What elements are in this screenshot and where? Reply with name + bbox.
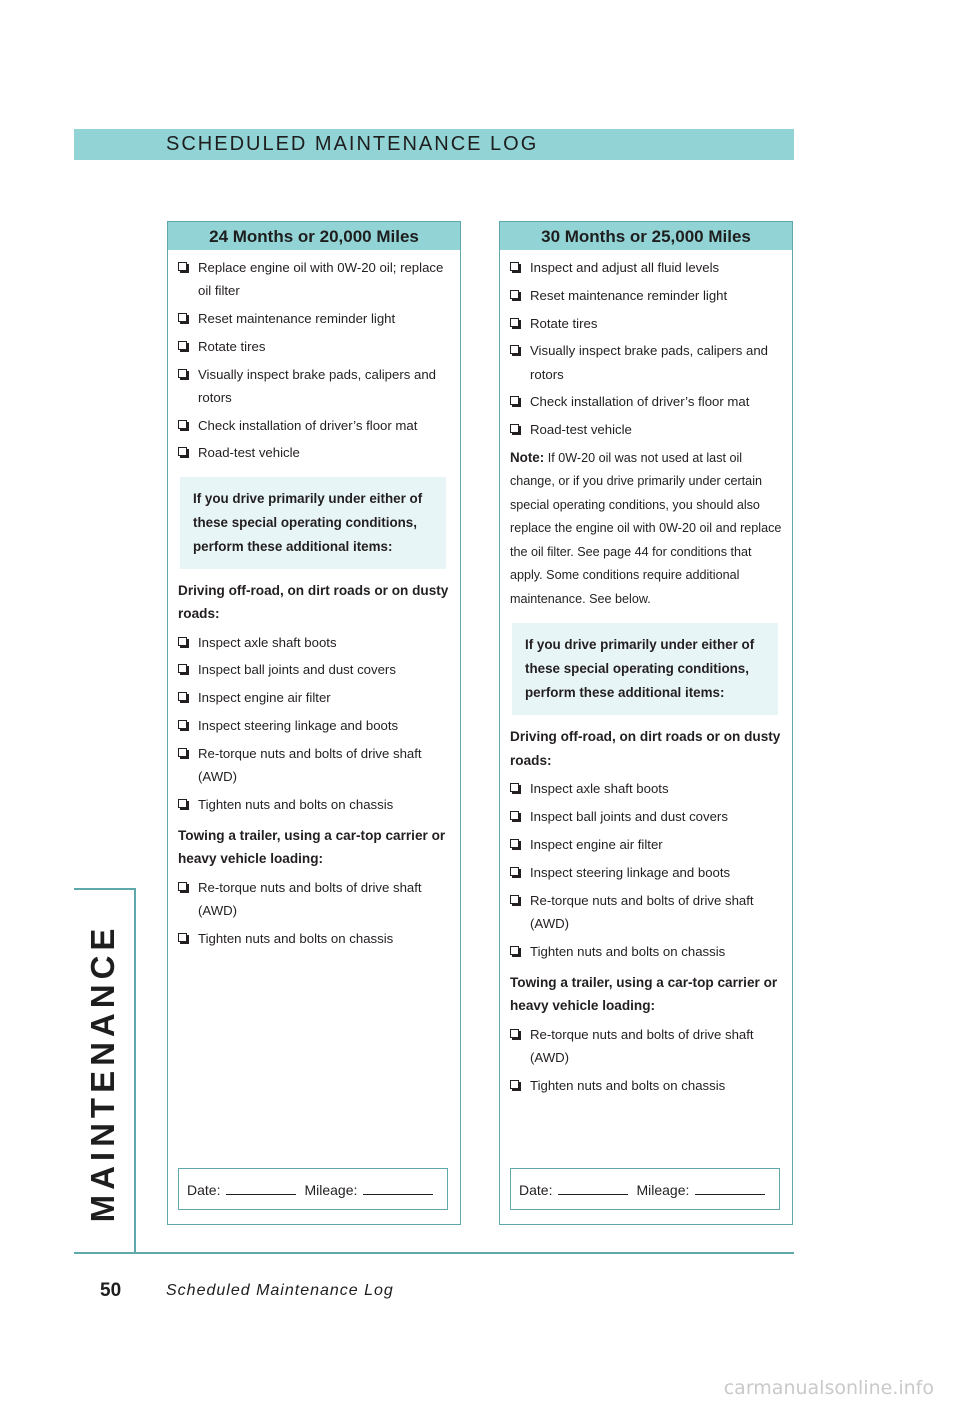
checklist-item: Re-torque nuts and bolts of drive shaft (AWD) — [178, 876, 460, 922]
checkbox-icon[interactable] — [178, 447, 187, 456]
checklist-item: Inspect engine air filter — [178, 686, 460, 709]
checklist-item: Inspect axle shaft boots — [178, 631, 460, 654]
checklist-item: Re-torque nuts and bolts of drive shaft (AWD) — [510, 1023, 792, 1069]
checklist-item: Road-test vehicle — [510, 418, 792, 441]
section-header-bar — [74, 129, 794, 160]
checklist — [178, 256, 460, 465]
checklist-item: Inspect engine air filter — [510, 833, 792, 856]
towing-checklist — [510, 1023, 792, 1097]
checkbox-icon[interactable] — [510, 1080, 519, 1089]
maintenance-panel-30-months — [499, 221, 793, 1225]
offroad-checklist — [178, 631, 460, 816]
checklist-item: Inspect steering linkage and boots — [178, 714, 460, 737]
checklist-item: Inspect ball joints and dust covers — [510, 805, 792, 828]
checkbox-icon[interactable] — [510, 867, 519, 876]
checkbox-icon[interactable] — [178, 692, 187, 701]
offroad-heading: Driving off-road, on dirt roads or on dusty roads: — [510, 729, 781, 768]
date-blank[interactable] — [558, 1180, 628, 1195]
mileage-blank[interactable] — [363, 1180, 433, 1195]
checkbox-icon[interactable] — [510, 895, 519, 904]
checklist-item: Tighten nuts and bolts on chassis — [510, 1074, 792, 1097]
mileage-label: Mileage: — [636, 1182, 690, 1198]
date-label: Date: — [519, 1182, 553, 1198]
checkbox-icon[interactable] — [178, 748, 187, 757]
checklist-item: Road-test vehicle — [178, 441, 460, 464]
special-conditions-callout: If you drive primarily under either of these special operating conditions, perform these additional items: — [512, 623, 778, 715]
side-tab-rule — [134, 888, 136, 1254]
special-conditions-callout: If you drive primarily under either of these special operating conditions, perform these additional items: — [180, 477, 446, 569]
towing-checklist — [178, 876, 460, 950]
checklist — [510, 256, 792, 441]
checklist-item: Re-torque nuts and bolts of drive shaft (AWD) — [510, 889, 792, 935]
checklist-item: Tighten nuts and bolts on chassis — [178, 927, 460, 950]
date-blank[interactable] — [226, 1180, 296, 1195]
date-mileage-box[interactable] — [178, 1168, 448, 1210]
towing-heading: Towing a trailer, using a car-top carrier or heavy vehicle loading: — [510, 974, 778, 1014]
panel-heading: 24 Months or 20,000 Miles — [168, 222, 460, 250]
checkbox-icon[interactable] — [178, 799, 187, 808]
checkbox-icon[interactable] — [510, 839, 519, 848]
checkbox-icon[interactable] — [510, 811, 519, 820]
offroad-checklist — [510, 777, 792, 962]
checklist-item: Inspect axle shaft boots — [510, 777, 792, 800]
footer-rule — [74, 1252, 794, 1254]
page-number: 50 — [100, 1280, 122, 1301]
note-label: Note: — [510, 449, 545, 465]
checkbox-icon[interactable] — [178, 313, 187, 322]
checkbox-icon[interactable] — [510, 262, 519, 271]
checkbox-icon[interactable] — [178, 882, 187, 891]
mileage-blank[interactable] — [695, 1180, 765, 1195]
footer-title: Scheduled Maintenance Log — [166, 1282, 394, 1299]
checkbox-icon[interactable] — [178, 262, 187, 271]
checklist-item: Replace engine oil with 0W-20 oil; replace oil filter — [178, 256, 460, 302]
offroad-heading: Driving off-road, on dirt roads or on dusty roads: — [178, 582, 449, 622]
checkbox-icon[interactable] — [178, 341, 187, 350]
checklist-item: Inspect ball joints and dust covers — [178, 658, 460, 681]
checkbox-icon[interactable] — [510, 345, 519, 354]
watermark: carmanualsonline.info — [723, 1377, 934, 1399]
checklist-item: Inspect and adjust all fluid levels — [510, 256, 792, 279]
checklist-item: Rotate tires — [178, 335, 460, 358]
checkbox-icon[interactable] — [178, 637, 187, 646]
date-mileage-box[interactable] — [510, 1168, 780, 1210]
checklist-item: Reset maintenance reminder light — [510, 284, 792, 307]
checkbox-icon[interactable] — [510, 396, 519, 405]
checkbox-icon[interactable] — [510, 946, 519, 955]
maintenance-panel-24-months — [167, 221, 461, 1225]
checkbox-icon[interactable] — [178, 933, 187, 942]
maintenance-note — [510, 446, 784, 612]
checkbox-icon[interactable] — [178, 420, 187, 429]
checkbox-icon[interactable] — [178, 369, 187, 378]
note-text: If 0W-20 oil was not used at last oil change, or if you drive primarily under certain special operating conditions, you should also replace the engine oil with 0W-20 oil and replace the oil filter. See page 44 for conditions that apply. Some conditions require additional maintenance. See below. — [510, 450, 782, 606]
checkbox-icon[interactable] — [510, 318, 519, 327]
checkbox-icon[interactable] — [178, 720, 187, 729]
checklist-item: Check installation of driver’s floor mat — [510, 390, 792, 413]
checkbox-icon[interactable] — [510, 424, 519, 433]
mileage-label: Mileage: — [304, 1182, 358, 1198]
checklist-item: Tighten nuts and bolts on chassis — [510, 940, 792, 963]
checkbox-icon[interactable] — [178, 664, 187, 673]
date-label: Date: — [187, 1182, 221, 1198]
section-side-label: MAINTENANCE — [84, 923, 121, 1223]
checklist-item: Visually inspect brake pads, calipers and rotors — [178, 363, 460, 409]
checklist-item: Tighten nuts and bolts on chassis — [178, 793, 460, 816]
section-title: SCHEDULED MAINTENANCE LOG — [166, 133, 539, 155]
checklist-item: Re-torque nuts and bolts of drive shaft (AWD) — [178, 742, 460, 788]
checklist-item: Check installation of driver’s floor mat — [178, 414, 460, 437]
side-tab-rule-top — [74, 888, 136, 890]
checklist-item: Visually inspect brake pads, calipers and rotors — [510, 339, 792, 385]
towing-heading: Towing a trailer, using a car-top carrier or heavy vehicle loading: — [178, 827, 446, 867]
checkbox-icon[interactable] — [510, 1029, 519, 1038]
checkbox-icon[interactable] — [510, 290, 519, 299]
checklist-item: Reset maintenance reminder light — [178, 307, 460, 330]
checkbox-icon[interactable] — [510, 783, 519, 792]
panel-heading: 30 Months or 25,000 Miles — [500, 222, 792, 250]
checklist-item: Rotate tires — [510, 312, 792, 335]
checklist-item: Inspect steering linkage and boots — [510, 861, 792, 884]
